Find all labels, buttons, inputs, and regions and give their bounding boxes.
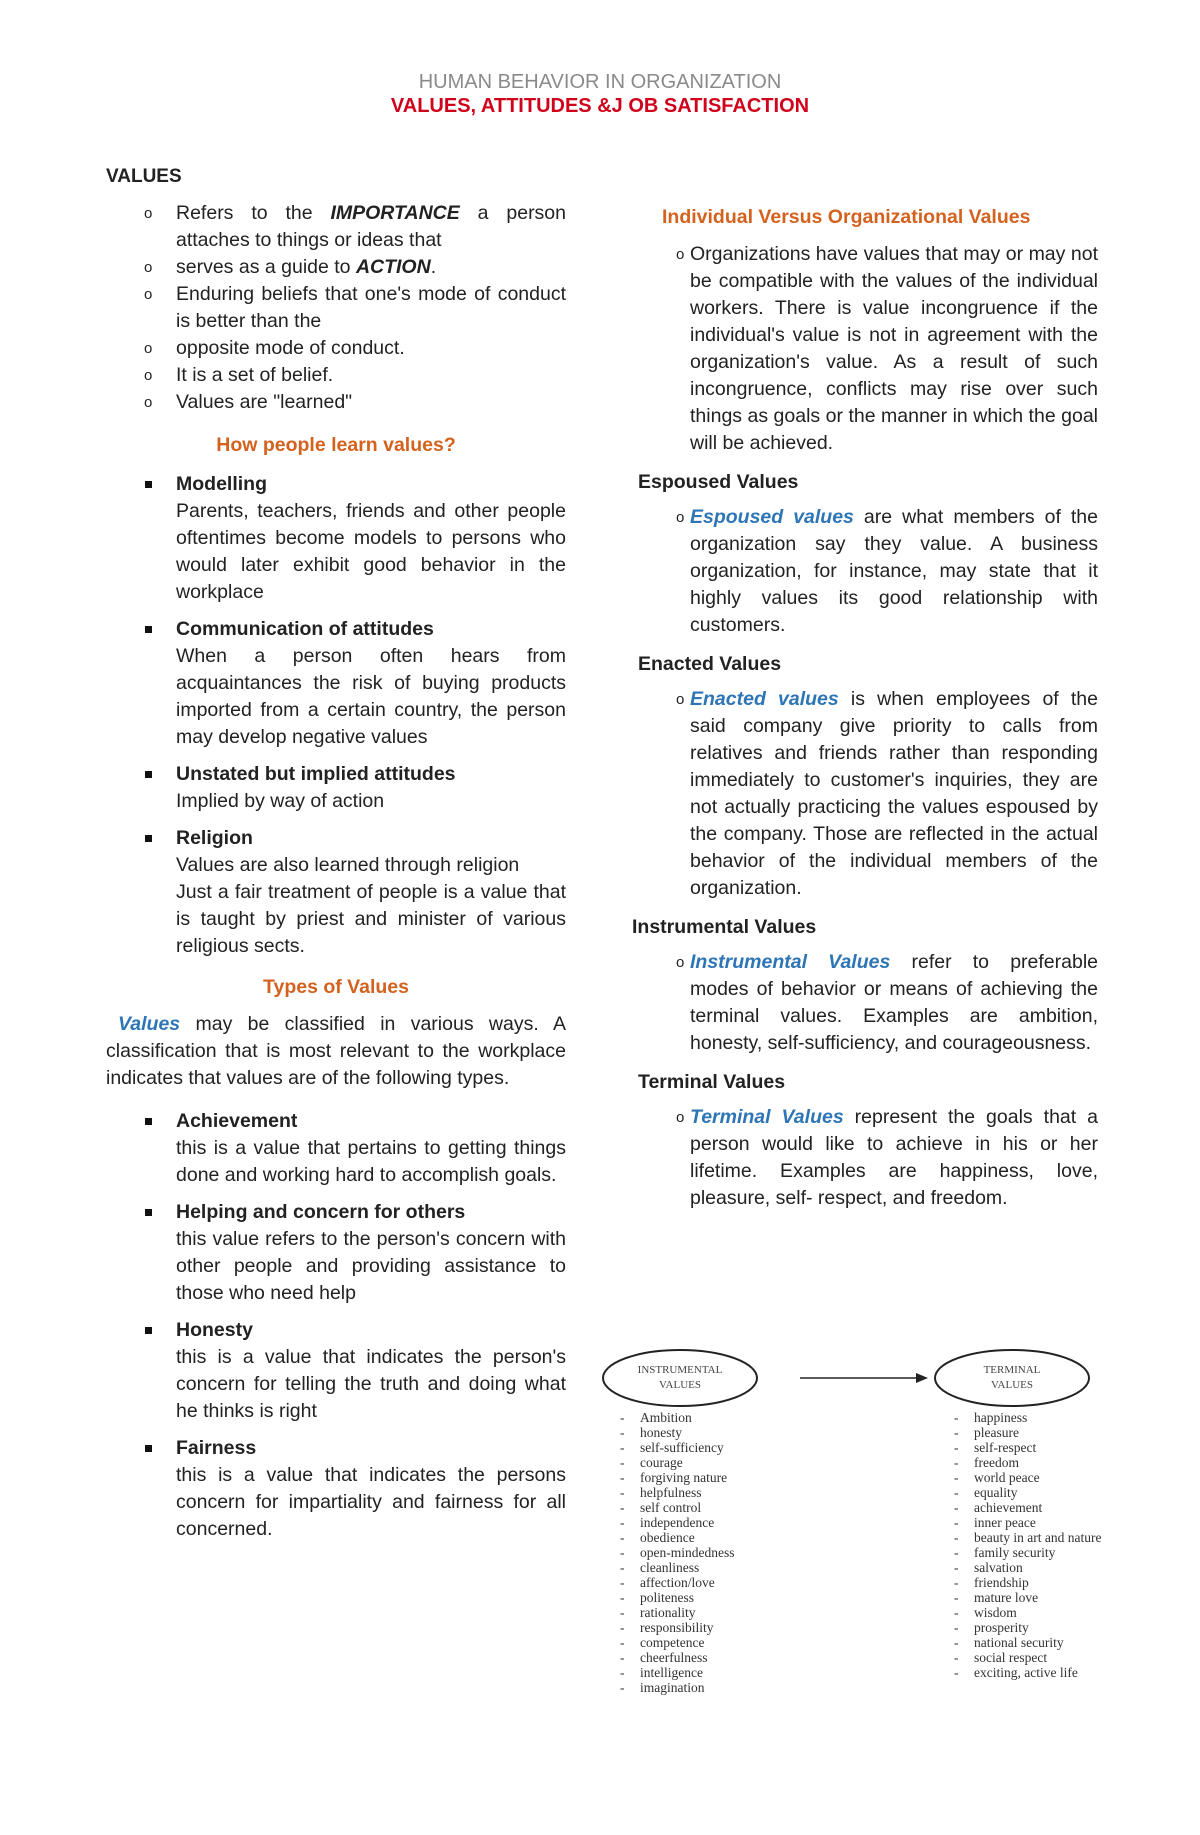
list-item: o Instrumental Values refer to preferable modes of behavior or means of achieving the terminal values. Examples are ambition, honesty, self-sufficiency, and courageousness. — [638, 949, 1098, 1057]
values-heading: VALUES — [106, 166, 182, 187]
list-desc: Values are also learned through religion — [176, 854, 520, 876]
list-item: - courage — [618, 1455, 734, 1470]
list-term: Honesty — [176, 1319, 253, 1341]
list-item: - helpfulness — [618, 1485, 734, 1500]
list-item: - intelligence — [618, 1665, 734, 1680]
espoused-values-list — [638, 504, 1098, 639]
list-item: - Ambition — [618, 1410, 734, 1425]
list-item: o Values are "learned" — [106, 389, 566, 416]
list-item: o Terminal Values represent the goals that a person would like to achieve in his or her lifetime. Examples are happiness, love, pleasure, self- respect, and freedom. — [638, 1104, 1098, 1212]
instrumental-values-heading: Instrumental Values — [632, 916, 817, 938]
list-term: Fairness — [176, 1437, 257, 1459]
list-item: - prosperity — [952, 1620, 1101, 1635]
list-item: - self control — [618, 1500, 734, 1515]
list-item: - social respect — [952, 1650, 1101, 1665]
list-item: o Espoused values are what members of the organization say they value. A business organization, for instance, may state that it highly values its good relationship with customers. — [638, 504, 1098, 639]
list-term: Helping and concern for others — [176, 1201, 466, 1223]
list-item: - self-sufficiency — [618, 1440, 734, 1455]
list-item: - equality — [952, 1485, 1101, 1500]
list-item: - freedom — [952, 1455, 1101, 1470]
terminal-values-list — [638, 1104, 1098, 1212]
individual-vs-org-list — [638, 241, 1098, 457]
list-term: Religion — [176, 827, 253, 849]
list-item: - happiness — [952, 1410, 1101, 1425]
values-definition-list — [106, 200, 566, 416]
list-item: - affection/love — [618, 1575, 734, 1590]
list-item: - inner peace — [952, 1515, 1101, 1530]
list-item: - imagination — [618, 1680, 734, 1695]
list-item: - rationality — [618, 1605, 734, 1620]
list-desc: this is a value that pertains to getting things done and working hard to accomplish goals. — [176, 1137, 566, 1186]
list-item: - national security — [952, 1635, 1101, 1650]
list-term: Unstated but implied attitudes — [176, 763, 456, 785]
list-item: - salvation — [952, 1560, 1101, 1575]
list-term: Communication of attitudes — [176, 618, 434, 640]
list-item — [106, 471, 566, 606]
arrow-head-icon — [916, 1373, 928, 1383]
list-item: o Enacted values is when employees of the said company give priority to calls from relatives and friends rather than responding immediately to customer's inquiries, they are not actually practicing the values espoused by the company. Those are reflected in the actual behavior of the individual members of the organization. — [638, 686, 1098, 902]
list-desc: Parents, teachers, friends and other people oftentimes become models to persons who would later exhibit good behavior in the workplace — [176, 500, 566, 603]
terminal-label-1: TERMINAL — [983, 1364, 1041, 1376]
espoused-values-heading: Espoused Values — [638, 471, 799, 493]
diagram-shapes — [600, 1348, 1160, 1408]
list-term: Modelling — [176, 473, 267, 495]
list-item — [106, 1108, 566, 1189]
types-of-values-list — [106, 1108, 566, 1543]
list-item: - world peace — [952, 1470, 1101, 1485]
list-item: o It is a set of belief. — [106, 362, 566, 389]
document-course-title: HUMAN BEHAVIOR IN ORGANIZATION — [418, 71, 782, 93]
list-item: - forgiving nature — [618, 1470, 734, 1485]
list-desc: When a person often hears from acquaintances the risk of buying products imported from a certain country, the person may develop negative values — [176, 645, 566, 748]
list-desc: this is a value that indicates the persons concern for impartiality and fairness for all concerned. — [176, 1464, 566, 1540]
terminal-values-diagram-list — [952, 1410, 1101, 1680]
list-item: - wisdom — [952, 1605, 1101, 1620]
list-item — [106, 1199, 566, 1307]
right-column — [632, 204, 1098, 1212]
instrumental-label-1: INSTRUMENTAL — [637, 1364, 723, 1376]
list-item: - exciting, active life — [952, 1665, 1101, 1680]
list-item: - obedience — [618, 1530, 734, 1545]
list-item: - beauty in art and nature — [952, 1530, 1101, 1545]
list-item: - responsibility — [618, 1620, 734, 1635]
list-item: - self-respect — [952, 1440, 1101, 1455]
list-item: o Enduring beliefs that one's mode of conduct is better than the — [106, 281, 566, 335]
types-of-values-heading: Types of Values — [263, 976, 409, 998]
enacted-values-heading: Enacted Values — [638, 653, 782, 675]
list-item — [106, 761, 566, 815]
list-desc: Just a fair treatment of people is a value that is taught by priest and minister of various religious sects. — [176, 881, 566, 957]
document-topic-title: VALUES, ATTITUDES &J OB SATISFACTION — [390, 95, 810, 117]
learn-values-heading: How people learn values? — [216, 434, 456, 456]
list-item: o Refers to the IMPORTANCE a person attaches to things or ideas that — [106, 200, 566, 254]
list-item: - cheerfulness — [618, 1650, 734, 1665]
list-item: - competence — [618, 1635, 734, 1650]
list-item: - pleasure — [952, 1425, 1101, 1440]
list-item: o opposite mode of conduct. — [106, 335, 566, 362]
list-item: - mature love — [952, 1590, 1101, 1605]
list-desc: Implied by way of action — [176, 790, 385, 812]
individual-vs-org-heading: Individual Versus Organizational Values — [662, 206, 1031, 228]
enacted-values-list — [638, 686, 1098, 902]
instrumental-label-2: VALUES — [659, 1379, 701, 1391]
terminal-label-2: VALUES — [991, 1379, 1033, 1391]
values-diagram — [600, 1348, 1160, 1698]
list-desc: this is a value that indicates the person's concern for telling the truth and doing what he thinks is right — [176, 1346, 566, 1422]
learn-values-list — [106, 471, 566, 960]
terminal-ellipse — [935, 1350, 1089, 1406]
list-item — [106, 1435, 566, 1543]
list-item: - honesty — [618, 1425, 734, 1440]
list-item: - family security — [952, 1545, 1101, 1560]
instrumental-values-list — [638, 949, 1098, 1057]
list-item: - achievement — [952, 1500, 1101, 1515]
list-item — [106, 825, 566, 960]
list-item: - open-mindedness — [618, 1545, 734, 1560]
list-item — [106, 1317, 566, 1425]
list-term: Achievement — [176, 1110, 298, 1132]
list-item: o Organizations have values that may or may not be compatible with the values of the individual workers. There is value incongruence if the individual's value is not in agreement with the organization's value. As a result of such incongruence, conflicts may rise over such things as goals or the manner in which the goal will be achieved. — [638, 241, 1098, 457]
list-item: - independence — [618, 1515, 734, 1530]
terminal-values-heading: Terminal Values — [638, 1071, 786, 1093]
left-column — [106, 163, 566, 1553]
list-item — [106, 616, 566, 751]
types-intro-paragraph: Values may be classified in various ways. A classification that is most relevant to the workplace indicates that values are of the following types. — [106, 1013, 566, 1089]
list-item: o serves as a guide to ACTION. — [106, 254, 566, 281]
list-item: - politeness — [618, 1590, 734, 1605]
list-item: - cleanliness — [618, 1560, 734, 1575]
list-desc: this value refers to the person's concern with other people and providing assistance to those who need help — [176, 1228, 566, 1304]
instrumental-values-diagram-list — [618, 1410, 734, 1695]
instrumental-ellipse — [603, 1350, 757, 1406]
list-item: - friendship — [952, 1575, 1101, 1590]
